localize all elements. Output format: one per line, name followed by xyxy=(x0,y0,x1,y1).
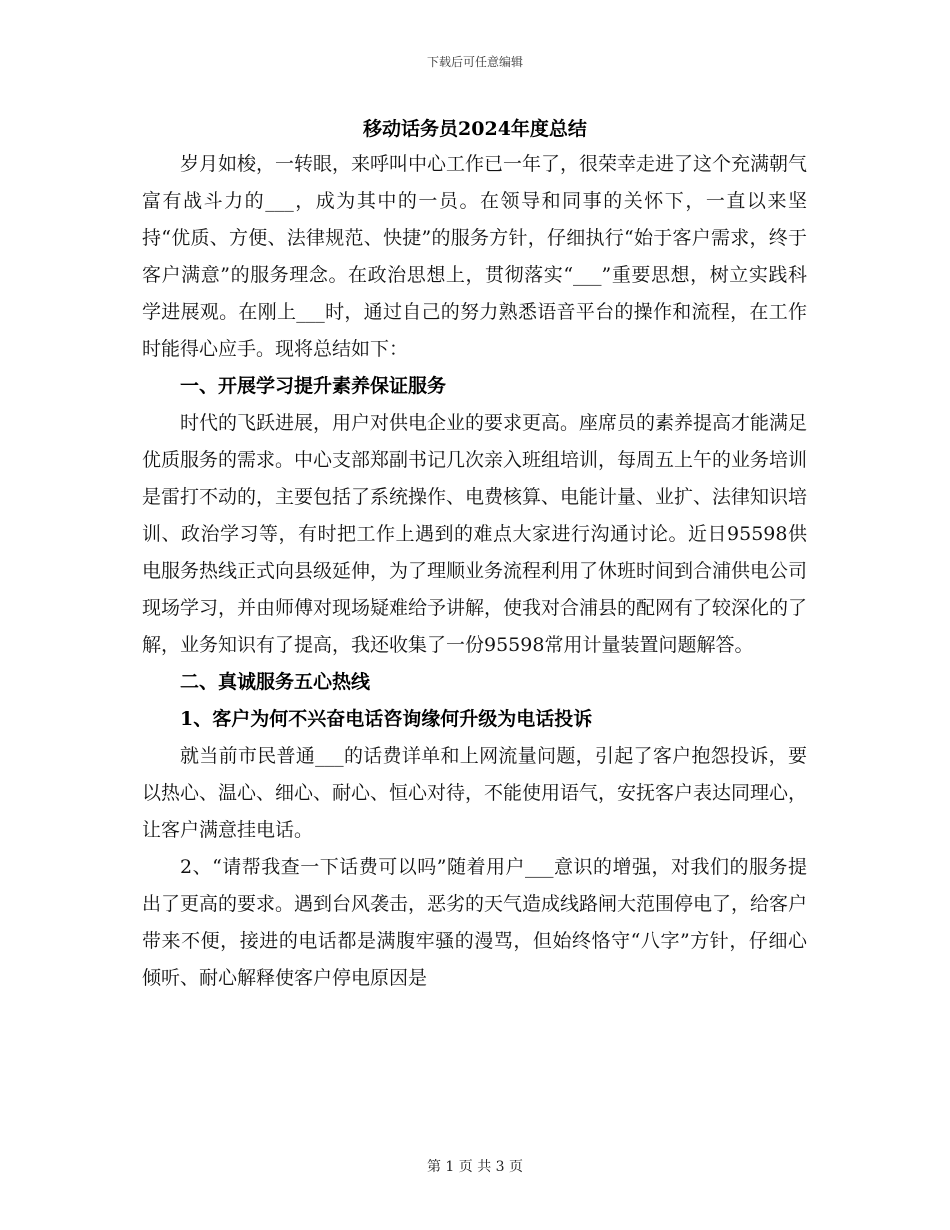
header-note: 下载后可任意编辑 xyxy=(426,55,523,69)
page-footer: 第 1 页 共 3 页 xyxy=(426,1159,524,1175)
page-title: 移动话务员2024年度总结 xyxy=(363,118,587,140)
subsection-2-paragraph: 2、“请帮我查一下话费可以吗”随着用户___意识的增强，对我们的服务提出了更高的要求。遇到台风袭击，恶劣的天气造成线路闸大范围停电了，给客户带来不便，接进的电话都是满腹牢骚的漫骂，但始终恪守“八字”方针，仔细心倾听、耐心解释使客户停电原因是 xyxy=(142,856,808,989)
intro-paragraph: 岁月如梭，一转眼，来呼叫中心工作已一年了，很荣幸走进了这个充满朝气富有战斗力的___，成为其中的一员。在领导和同事的关怀下，一直以来坚持“优质、方便、法律规范、快捷”的服务方针，仔细执行“始于客户需求，终于客户满意”的服务理念。在政治思想上，贯彻落实“___”重要思想，树立实践科学进展观。在刚上___时，通过自己的努力熟悉语音平台的操作和流程，在工作时能得心应手。现将总结如下： xyxy=(142,153,808,360)
section-heading-2: 二、真诚服务五心热线 xyxy=(180,671,371,693)
section-1-paragraph: 时代的飞跃进展，用户对供电企业的要求更高。座席员的素养提高才能满足优质服务的需求。中心支部郑副书记几次亲入班组培训，每周五上午的业务培训是雷打不动的，主要包括了系统操作、电费核算、电能计量、业扩、法律知识培训、政治学习等，有时把工作上遇到的难点大家进行沟通讨论。近日95598供电服务热线正式向县级延伸，为了理顺业务流程利用了休班时间到合浦供电公司现场学习，并由师傅对现场疑难给予讲解，使我对合浦县的配网有了较深化的了解，业务知识有了提高，我还收集了一份95598常用计量装置问题解答。 xyxy=(142,412,808,656)
section-heading-1: 一、开展学习提升素养保证服务 xyxy=(180,375,447,397)
subsection-heading-1: 1、客户为何不兴奋电话咨询缘何升级为电话投诉 xyxy=(180,708,593,730)
subsection-1-paragraph: 就当前市民普通___的话费详单和上网流量问题，引起了客户抱怨投诉，要以热心、温心、细心、耐心、恒心对待，不能使用语气，安抚客户表达同理心，让客户满意挂电话。 xyxy=(142,745,808,841)
document-body xyxy=(142,146,807,997)
